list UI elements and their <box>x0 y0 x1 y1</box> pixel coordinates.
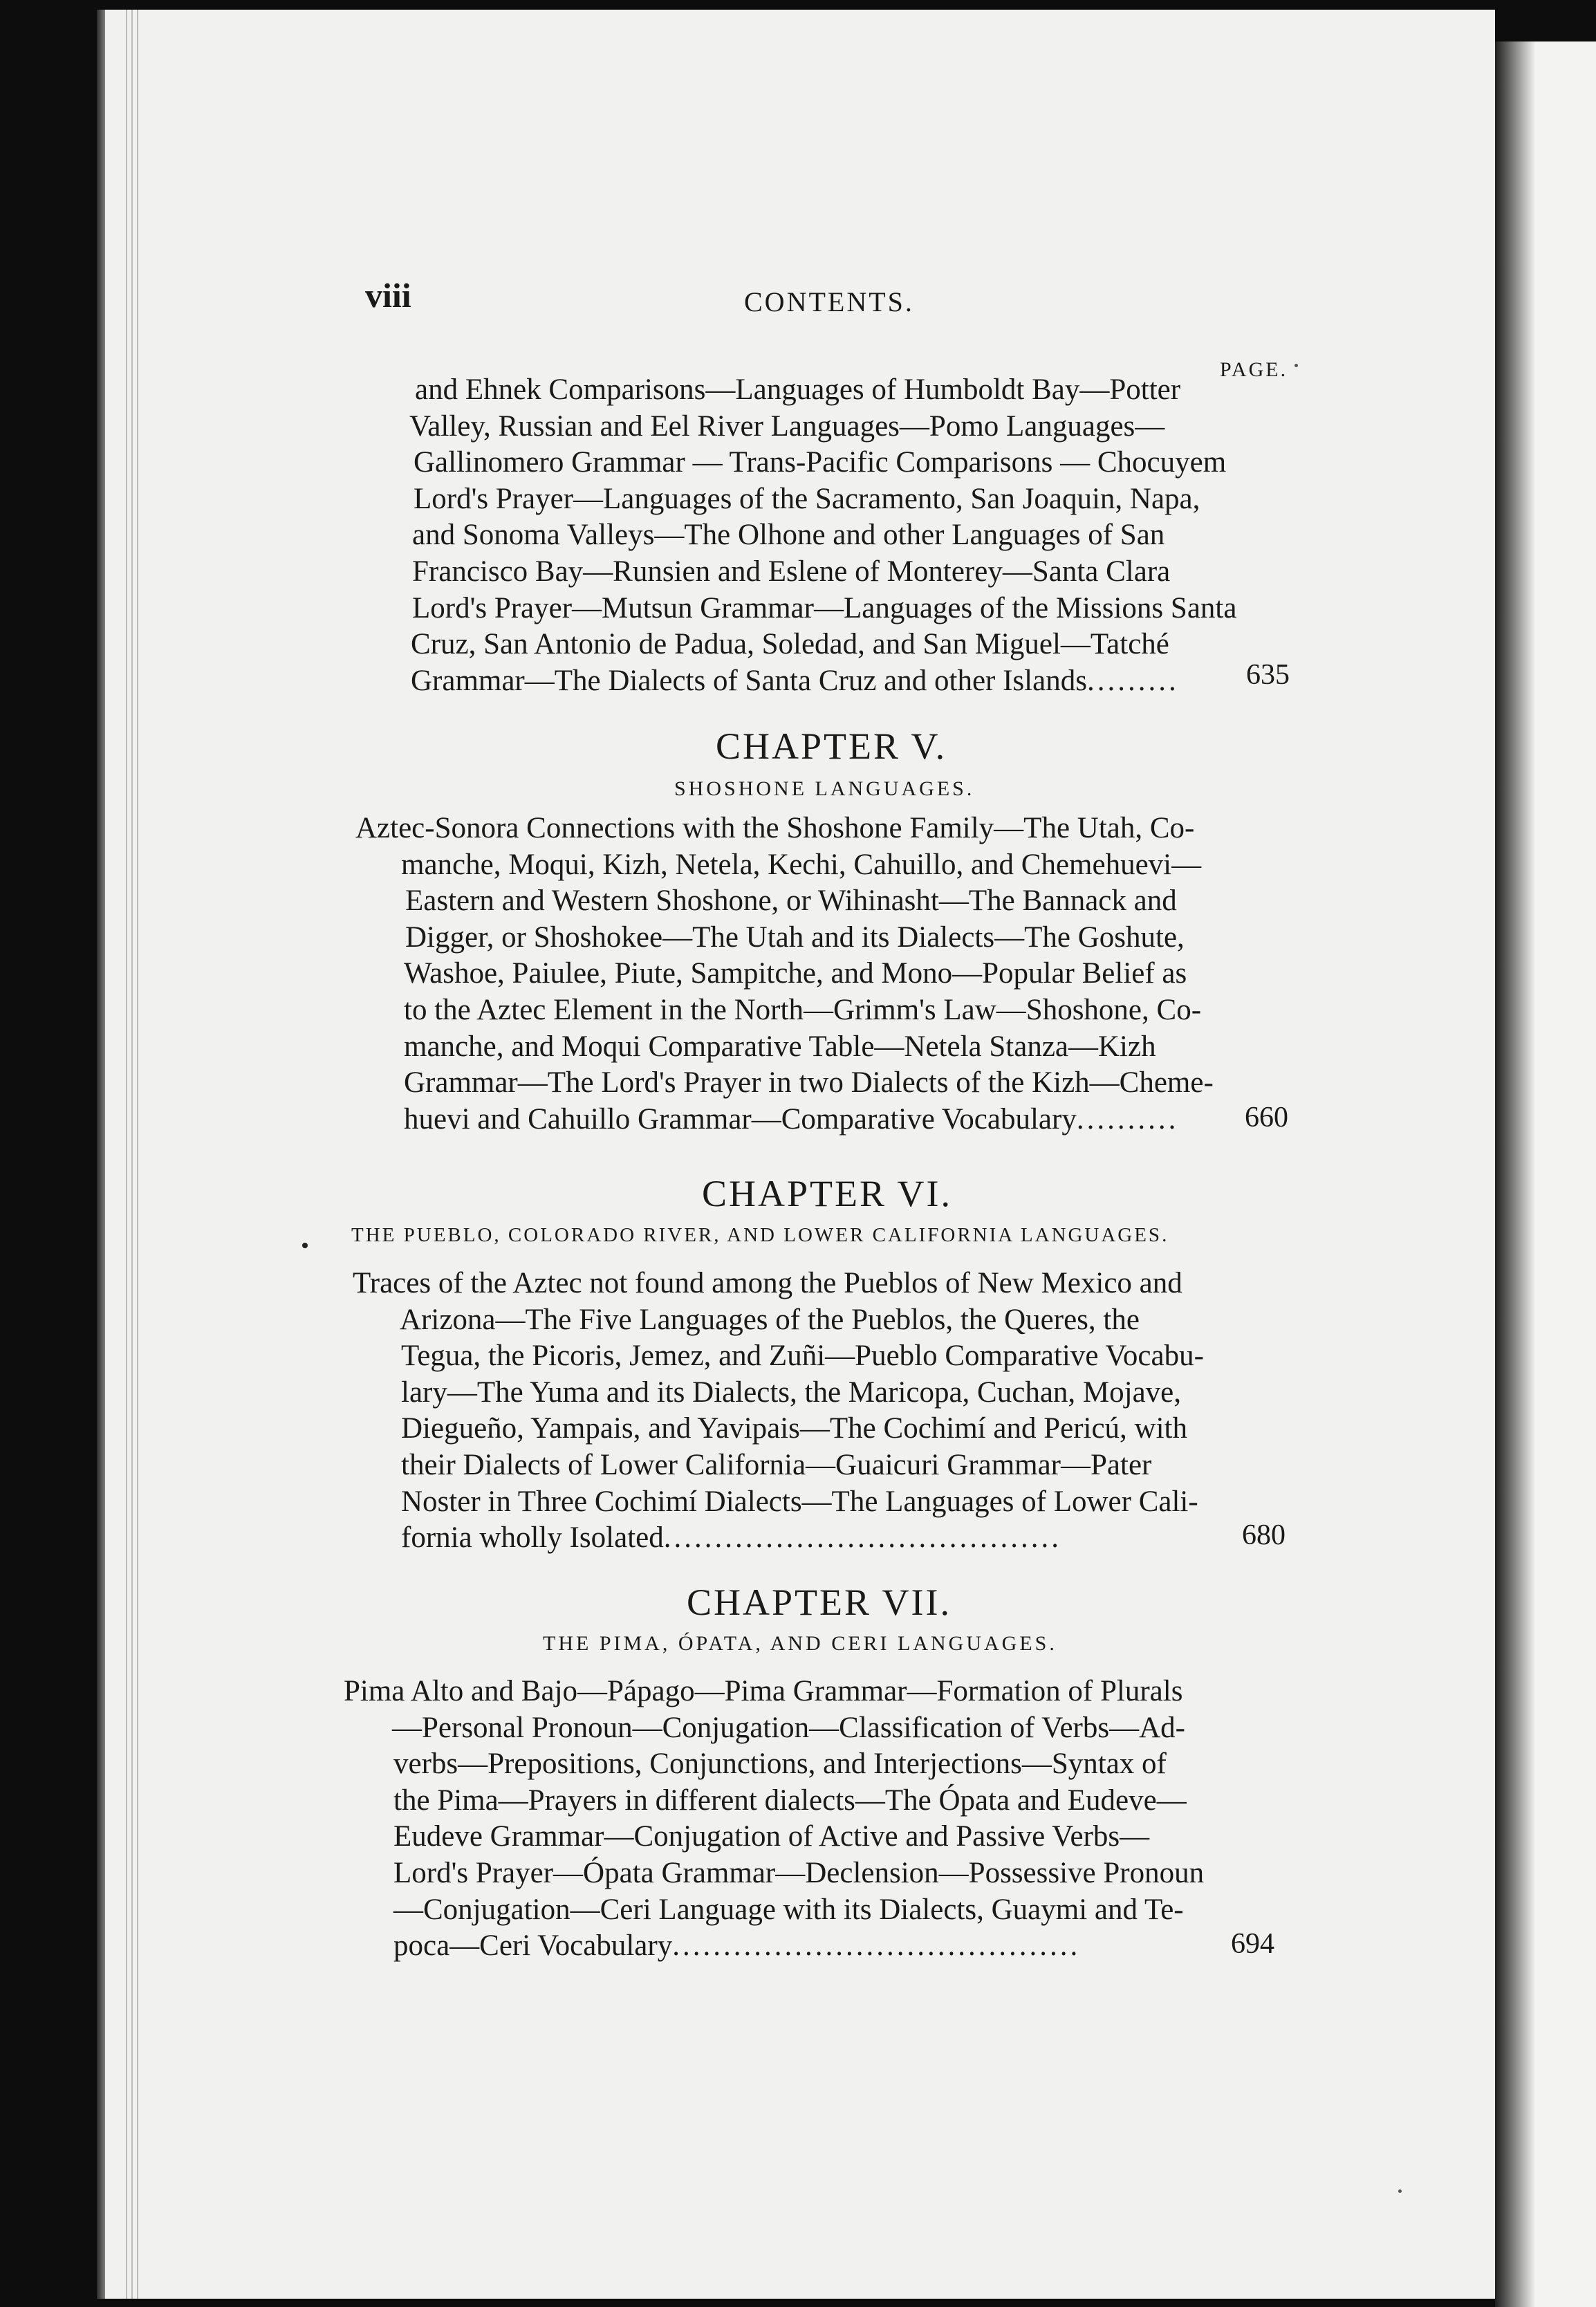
entry-line: Tegua, the Picoris, Jemez, and Zuñi—Pueblo Comparative Vocabu- <box>401 1340 1204 1373</box>
leader-dots: ........................................ <box>672 1929 1081 1963</box>
page-number: 635 <box>1246 659 1290 691</box>
page-folio: viii <box>365 276 411 315</box>
entry-line: Gallinomero Grammar — Trans-Pacific Comparisons — Chocuyem <box>414 446 1227 479</box>
entry-line: Washoe, Paiulee, Piute, Sampitche, and Mono—Popular Belief as <box>404 957 1187 990</box>
entry-line: and Sonoma Valleys—The Olhone and other Languages of San <box>412 519 1165 552</box>
leader-dots: .......... <box>1076 1102 1179 1136</box>
print-speck <box>1398 2189 1402 2193</box>
contents-entry <box>353 1266 1204 1557</box>
entry-line: poca—Ceri Vocabulary <box>393 1929 673 1963</box>
entry-line: and Ehnek Comparisons—Languages of Humboldt Bay—Potter <box>415 373 1181 406</box>
entry-line: Valley, Russian and Eel River Languages—Pomo Languages— <box>409 409 1165 443</box>
stray-mark <box>302 1243 308 1248</box>
print-speck <box>1295 364 1298 367</box>
entry-line: —Personal Pronoun—Conjugation—Classification of Verbs—Ad- <box>392 1711 1185 1744</box>
contents-entry <box>344 1674 1204 1965</box>
entry-line: Arizona—The Five Languages of the Pueblos, the Queres, the <box>400 1303 1140 1336</box>
entry-line: Grammar—The Dialects of Santa Cruz and other Islands <box>411 664 1087 697</box>
leader-dots: ......... <box>1086 664 1179 697</box>
page-number: 660 <box>1245 1102 1288 1133</box>
entry-line: Diegueño, Yampais, and Yavipais—The Cochimí and Pericú, with <box>401 1412 1188 1445</box>
entry-line: Eudeve Grammar—Conjugation of Active and Passive Verbs— <box>393 1820 1150 1853</box>
entry-line: fornia wholly Isolated <box>401 1521 664 1555</box>
entry-line: Aztec-Sonora Connections with the Shoshone Family—The Utah, Co- <box>355 812 1195 844</box>
entry-line: the Pima—Prayers in different dialects—The Ópata and Eudeve— <box>393 1783 1187 1817</box>
chapter-title: CHAPTER V. <box>716 725 947 767</box>
chapter-subtitle: THE PUEBLO, COLORADO RIVER, AND LOWER CALIFORNIA LANGUAGES. <box>351 1224 1169 1246</box>
entry-line: lary—The Yuma and its Dialects, the Maricopa, Cuchan, Mojave, <box>401 1375 1182 1409</box>
entry-line: Lord's Prayer—Ópata Grammar—Declension—Possessive Pronoun <box>393 1856 1205 1889</box>
running-head: CONTENTS. <box>744 286 914 317</box>
entry-line: manche, Moqui, Kizh, Netela, Kechi, Cahuillo, and Chemehuevi— <box>401 848 1202 881</box>
entry-line: Lord's Prayer—Languages of the Sacramento, San Joaquin, Napa, <box>414 482 1200 515</box>
entry-line: Traces of the Aztec not found among the Pueblos of New Mexico and <box>353 1267 1182 1299</box>
entry-line: Pima Alto and Bajo—Pápago—Pima Grammar—Formation of Plurals <box>344 1675 1183 1707</box>
facing-page-edge <box>1495 41 1596 2307</box>
entry-line: Lord's Prayer—Mutsun Grammar—Languages of the Missions Santa <box>412 591 1237 624</box>
binding-lines <box>122 10 140 2299</box>
page-number: 680 <box>1242 1519 1286 1551</box>
chapter-subtitle: THE PIMA, ÓPATA, AND CERI LANGUAGES. <box>543 1632 1057 1655</box>
entry-line: Eastern and Western Shoshone, or Wihinasht—The Bannack and <box>405 884 1177 918</box>
entry-line: to the Aztec Element in the North—Grimm's Law—Shoshone, Co- <box>404 993 1202 1026</box>
entry-line: —Conjugation—Ceri Language with its Dialects, Guaymi and Te- <box>393 1893 1184 1926</box>
entry-line: Digger, or Shoshokee—The Utah and its Dialects—The Goshute, <box>405 920 1185 954</box>
page-number: 694 <box>1231 1928 1274 1960</box>
entry-line: Francisco Bay—Runsien and Eslene of Monterey—Santa Clara <box>412 555 1171 588</box>
entry-line: their Dialects of Lower California—Guaicuri Grammar—Pater <box>401 1448 1152 1481</box>
contents-entry <box>355 810 1214 1138</box>
chapter-title: CHAPTER VII. <box>687 1582 952 1623</box>
chapter-title: CHAPTER VI. <box>702 1173 953 1214</box>
entry-line: verbs—Prepositions, Conjunctions, and Interjections—Syntax of <box>393 1748 1167 1781</box>
chapter-subtitle: SHOSHONE LANGUAGES. <box>674 777 975 800</box>
leader-dots: ....................................... <box>663 1521 1061 1555</box>
entry-line: huevi and Cahuillo Grammar—Comparative Vocabulary <box>404 1102 1077 1136</box>
entry-line: Noster in Three Cochimí Dialects—The Languages of Lower Cali- <box>401 1485 1198 1518</box>
page-column-label: PAGE. <box>1220 358 1288 381</box>
entry-line: Cruz, San Antonio de Padua, Soledad, and San Miguel—Tatché <box>411 628 1169 661</box>
entry-line: Grammar—The Lord's Prayer in two Dialects of the Kizh—Cheme- <box>404 1066 1214 1100</box>
contents-entry <box>409 372 1237 699</box>
entry-line: manche, and Moqui Comparative Table—Netela Stanza—Kizh <box>404 1030 1156 1063</box>
